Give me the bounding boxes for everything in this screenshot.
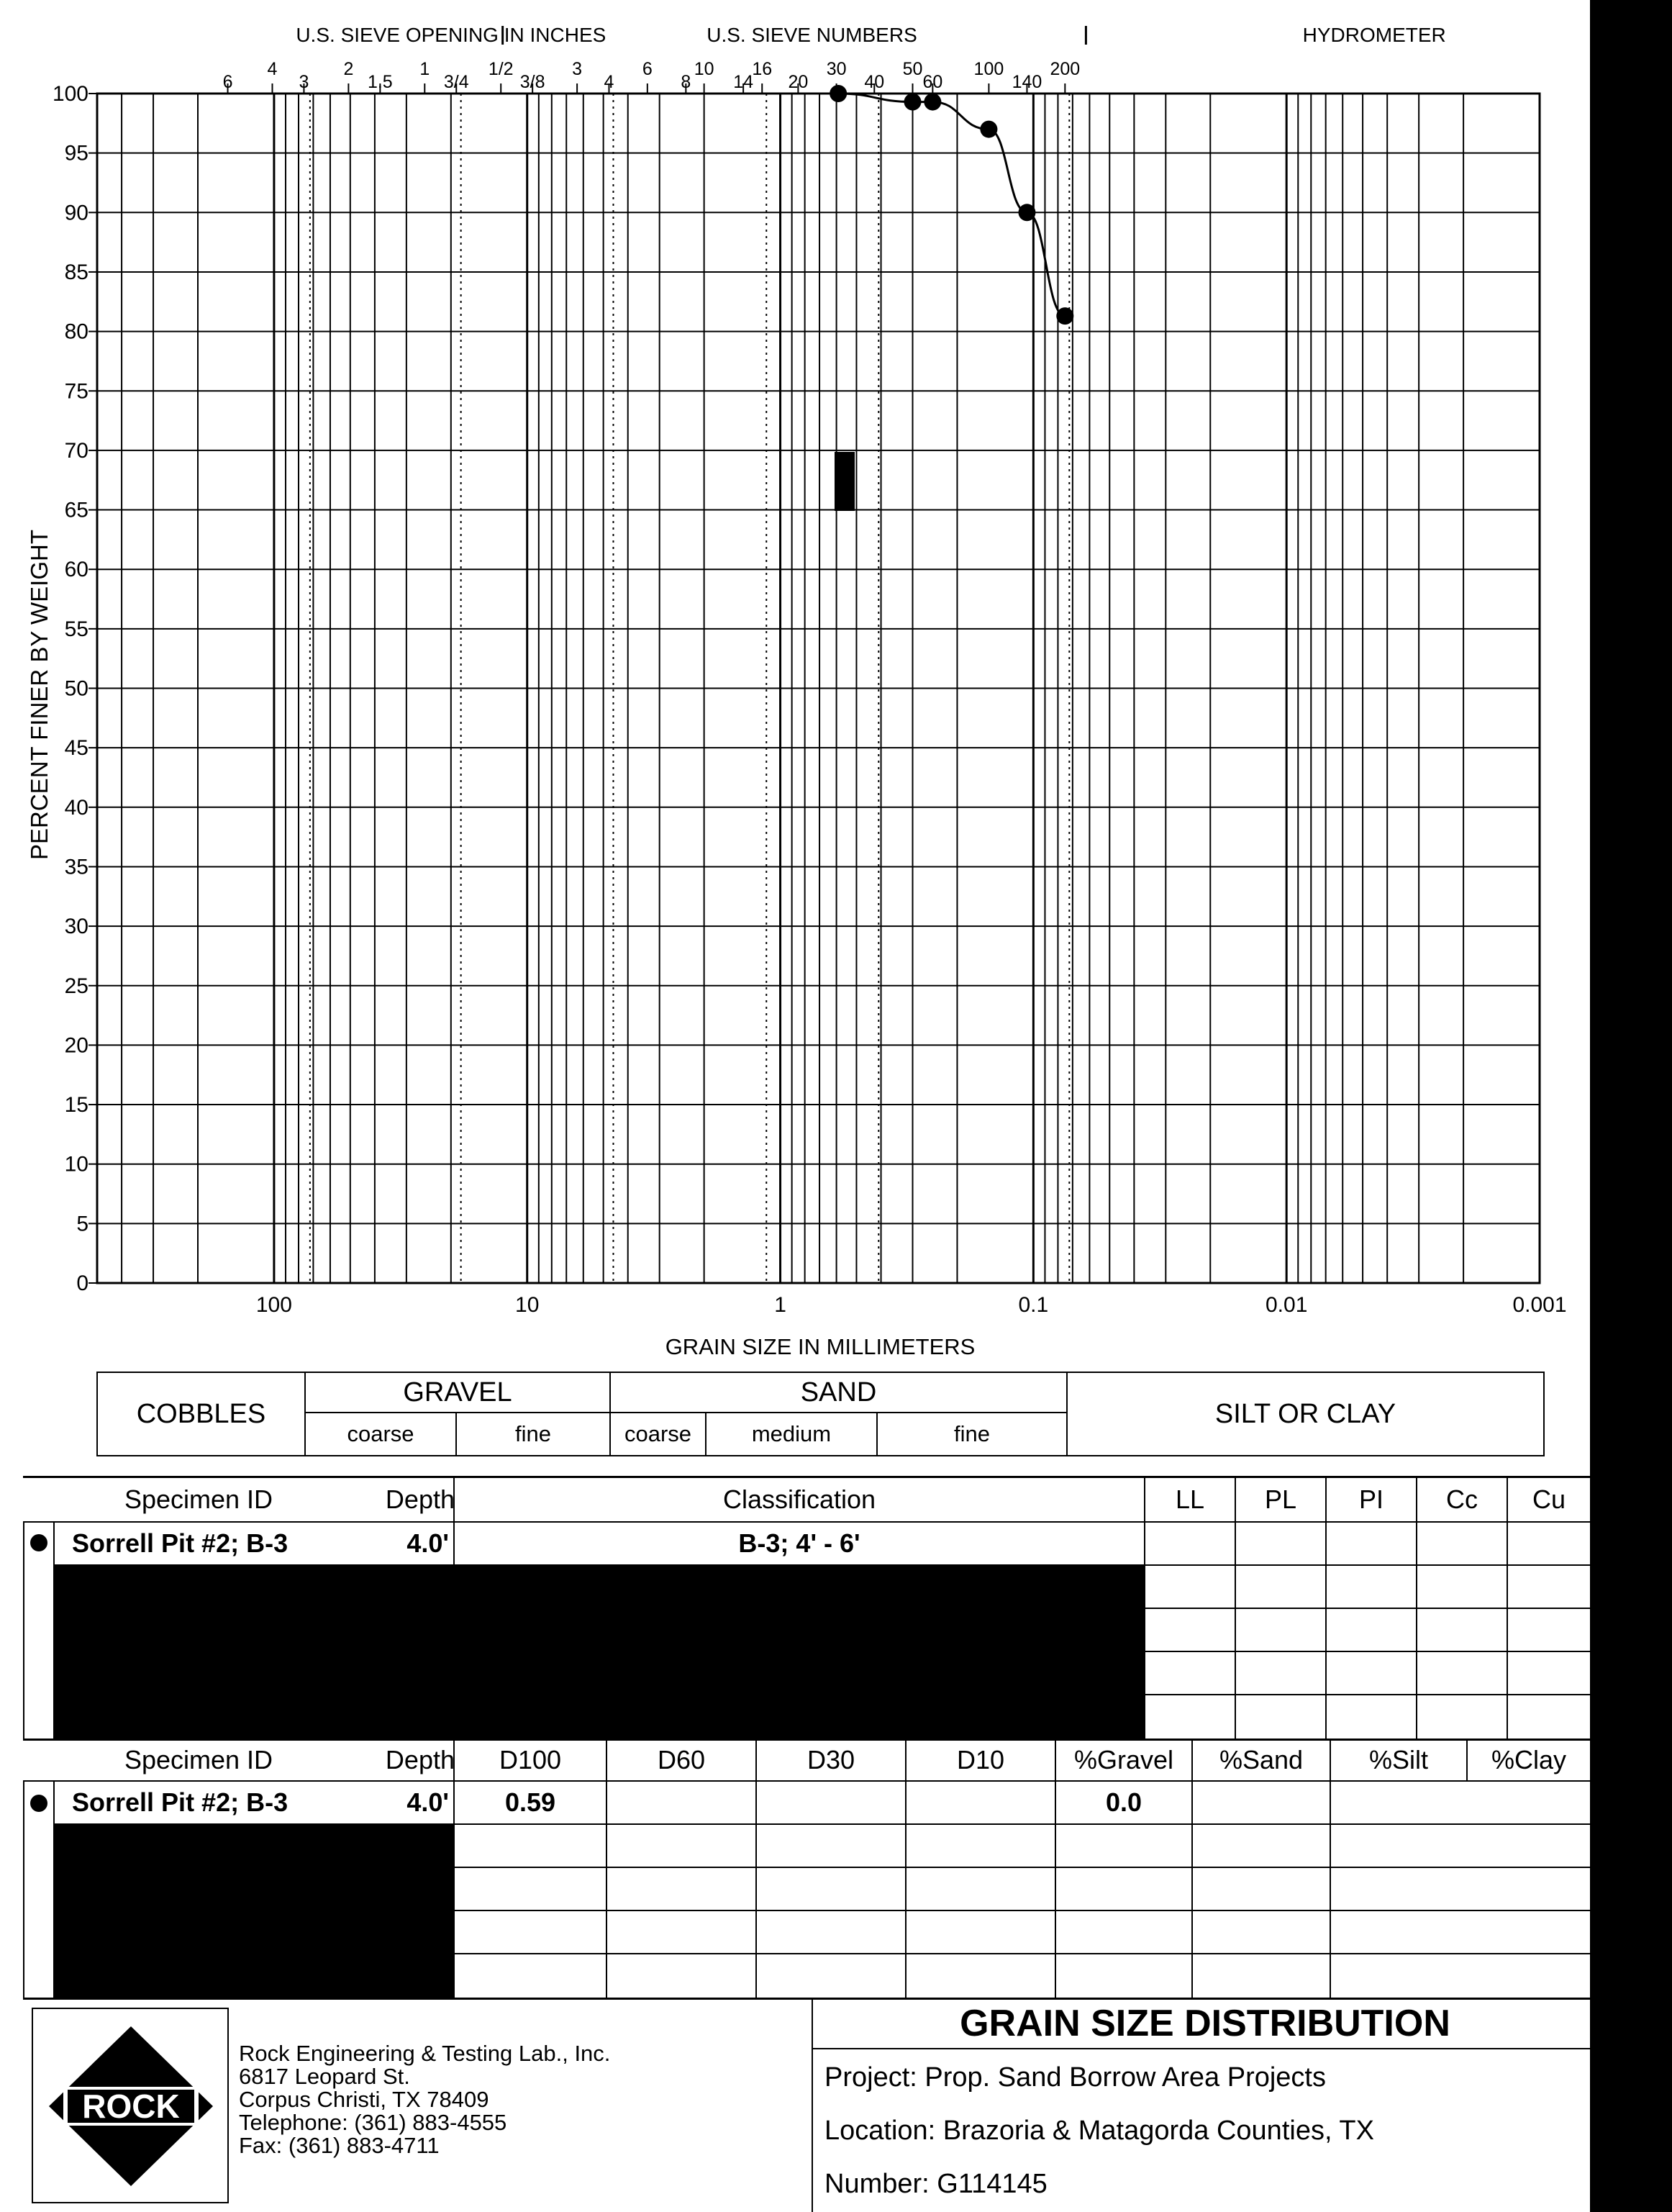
header-d10: D10	[956, 1745, 1005, 1774]
header-specimen-id: Specimen ID	[124, 1745, 273, 1774]
data-point	[980, 121, 997, 138]
y-tick-label: 90	[64, 201, 88, 225]
y-tick-label: 55	[64, 617, 88, 641]
sieve-label: 1.5	[367, 72, 393, 92]
redacted-rows	[55, 1823, 453, 1998]
divider	[1144, 1564, 1597, 1566]
series-line	[838, 94, 1065, 316]
sieve-label: 1	[419, 59, 430, 79]
header-specimen-id: Specimen ID	[124, 1484, 273, 1514]
top-header: U.S. SIEVE OPENING IN INCHES	[296, 24, 606, 46]
gravel-coarse-label: coarse	[347, 1421, 414, 1446]
y-tick-label: 75	[64, 379, 88, 404]
chart-grid	[97, 94, 1540, 1283]
x-tick-label: 0.1	[1018, 1293, 1049, 1317]
x-tick-label: 0.001	[1512, 1293, 1567, 1317]
data-point	[830, 85, 847, 102]
sieve-label: 16	[752, 59, 773, 79]
header-cc: Cc	[1446, 1484, 1478, 1514]
y-tick-label: 60	[64, 558, 88, 582]
top-header: U.S. SIEVE NUMBERS	[706, 24, 917, 46]
sand-medium-label: medium	[751, 1421, 832, 1446]
sieve-label: 60	[922, 72, 943, 92]
redaction-mark	[835, 452, 855, 511]
y-tick-label: 70	[64, 438, 88, 463]
sand-label: SAND	[800, 1377, 877, 1408]
sieve-label: 14	[733, 72, 754, 92]
sieve-label: 3/4	[443, 72, 469, 92]
chart-axes	[53, 82, 1567, 1317]
sieve-label: 10	[694, 59, 714, 79]
specimen-marker-icon	[30, 1534, 47, 1551]
header-clay-pct: %Clay	[1491, 1745, 1567, 1774]
sieve-label: 8	[681, 72, 691, 92]
row-d100: 0.59	[504, 1787, 556, 1817]
header-pi: PI	[1358, 1484, 1384, 1514]
company-logo	[46, 2023, 216, 2189]
divider	[1144, 1694, 1597, 1695]
header-depth: Depth	[385, 1745, 455, 1774]
x-axis-label: GRAIN SIZE IN MILLIMETERS	[665, 1334, 976, 1359]
company-address-line1: 6817 Leopard St.	[239, 2064, 410, 2089]
y-tick-label: 35	[64, 855, 88, 879]
logo-text: ROCK	[82, 2088, 180, 2125]
cobbles-label: COBBLES	[136, 1398, 266, 1429]
y-tick-label: 5	[76, 1212, 88, 1236]
data-point	[904, 94, 922, 111]
row-specimen-id: Sorrell Pit #2; B-3	[72, 1787, 288, 1817]
sieve-label: 4	[267, 59, 278, 79]
sieve-label: 50	[902, 59, 923, 79]
y-tick-label: 0	[76, 1272, 88, 1295]
x-tick-label: 1	[774, 1293, 786, 1317]
row-depth: 4.0'	[406, 1528, 449, 1558]
sieve-scale	[223, 24, 1446, 94]
y-tick-label: 80	[64, 319, 88, 344]
sieve-label: 6	[222, 72, 233, 92]
y-tick-label: 50	[64, 676, 88, 701]
company-address-line2: Corpus Christi, TX 78409	[239, 2087, 489, 2112]
sieve-label: 20	[788, 72, 809, 92]
divider	[453, 1953, 1597, 1954]
data-point	[924, 94, 941, 111]
top-header: HYDROMETER	[1302, 24, 1446, 46]
sieve-label: 30	[826, 59, 847, 79]
sieve-label: 3	[572, 59, 583, 79]
header-gravel-pct: %Gravel	[1073, 1745, 1174, 1774]
scan-black-edge	[1590, 0, 1672, 2212]
company-phone: Telephone: (361) 883-4555	[239, 2110, 507, 2135]
sieve-label: 1/2	[488, 59, 514, 79]
header-pl: PL	[1264, 1484, 1297, 1514]
sieve-label: 40	[864, 72, 885, 92]
divider	[453, 1867, 1597, 1868]
header-d60: D60	[657, 1745, 706, 1774]
header-d30: D30	[807, 1745, 855, 1774]
x-tick-label: 0.01	[1265, 1293, 1308, 1317]
y-tick-label: 25	[64, 974, 88, 998]
header-depth: Depth	[385, 1484, 455, 1514]
y-tick-label: 65	[64, 498, 88, 522]
sieve-label: 200	[1050, 59, 1081, 79]
y-axis-label: PERCENT FINER BY WEIGHT	[26, 529, 53, 860]
y-tick-label: 10	[64, 1152, 88, 1177]
chart-series	[830, 85, 1073, 325]
row-depth: 4.0'	[406, 1787, 449, 1817]
row-classification: B-3; 4' - 6'	[738, 1528, 860, 1558]
y-tick-label: 20	[64, 1033, 88, 1058]
divider	[23, 1521, 24, 1739]
sieve-label: 4	[604, 72, 614, 92]
y-tick-label: 100	[52, 82, 88, 106]
data-point	[1018, 204, 1035, 221]
project-line: Project: Prop. Sand Borrow Area Projects	[824, 2062, 1326, 2093]
divider	[1144, 1651, 1597, 1652]
redacted-rows	[55, 1564, 1144, 1739]
header-silt-pct: %Silt	[1368, 1745, 1429, 1774]
sieve-label: 140	[1012, 72, 1042, 92]
header-ll: LL	[1175, 1484, 1205, 1514]
gravel-fine-label: fine	[515, 1421, 551, 1446]
sand-coarse-label: coarse	[624, 1421, 692, 1446]
row-specimen-id: Sorrell Pit #2; B-3	[72, 1528, 288, 1558]
divider	[1144, 1608, 1597, 1609]
divider	[23, 1780, 24, 1998]
header-classification: Classification	[722, 1484, 876, 1514]
sieve-label: 3/8	[519, 72, 545, 92]
header-d100: D100	[499, 1745, 562, 1774]
y-tick-label: 95	[64, 141, 88, 166]
sieve-label: 6	[642, 59, 653, 79]
data-point	[1056, 307, 1073, 325]
header-sand-pct: %Sand	[1219, 1745, 1304, 1774]
company-name: Rock Engineering & Testing Lab., Inc.	[239, 2041, 611, 2066]
location-line: Location: Brazoria & Matagorda Counties, TX	[824, 2116, 1374, 2146]
y-tick-label: 15	[64, 1093, 88, 1118]
sieve-label: 2	[343, 59, 354, 79]
specimen-marker-icon	[30, 1795, 47, 1812]
y-tick-label: 30	[64, 915, 88, 939]
y-tick-label: 40	[64, 795, 88, 820]
number-line: Number: G114145	[824, 2169, 1048, 2199]
sand-fine-label: fine	[954, 1421, 990, 1446]
divider	[453, 1910, 1597, 1911]
gravel-label: GRAVEL	[403, 1377, 512, 1408]
x-tick-label: 100	[255, 1293, 292, 1317]
y-tick-label: 85	[64, 260, 88, 284]
row-gravel-pct: 0.0	[1105, 1787, 1142, 1817]
divider	[812, 2048, 1597, 2049]
company-fax: Fax: (361) 883-4711	[239, 2133, 440, 2158]
divider	[453, 1823, 1597, 1825]
sieve-label: 3	[299, 72, 309, 92]
sieve-label: 100	[973, 59, 1004, 79]
report-title: GRAIN SIZE DISTRIBUTION	[960, 2003, 1450, 2044]
header-cu: Cu	[1532, 1484, 1566, 1514]
silt-clay-label: SILT OR CLAY	[1214, 1398, 1396, 1429]
x-tick-label: 10	[515, 1293, 540, 1317]
y-tick-label: 45	[64, 736, 88, 761]
